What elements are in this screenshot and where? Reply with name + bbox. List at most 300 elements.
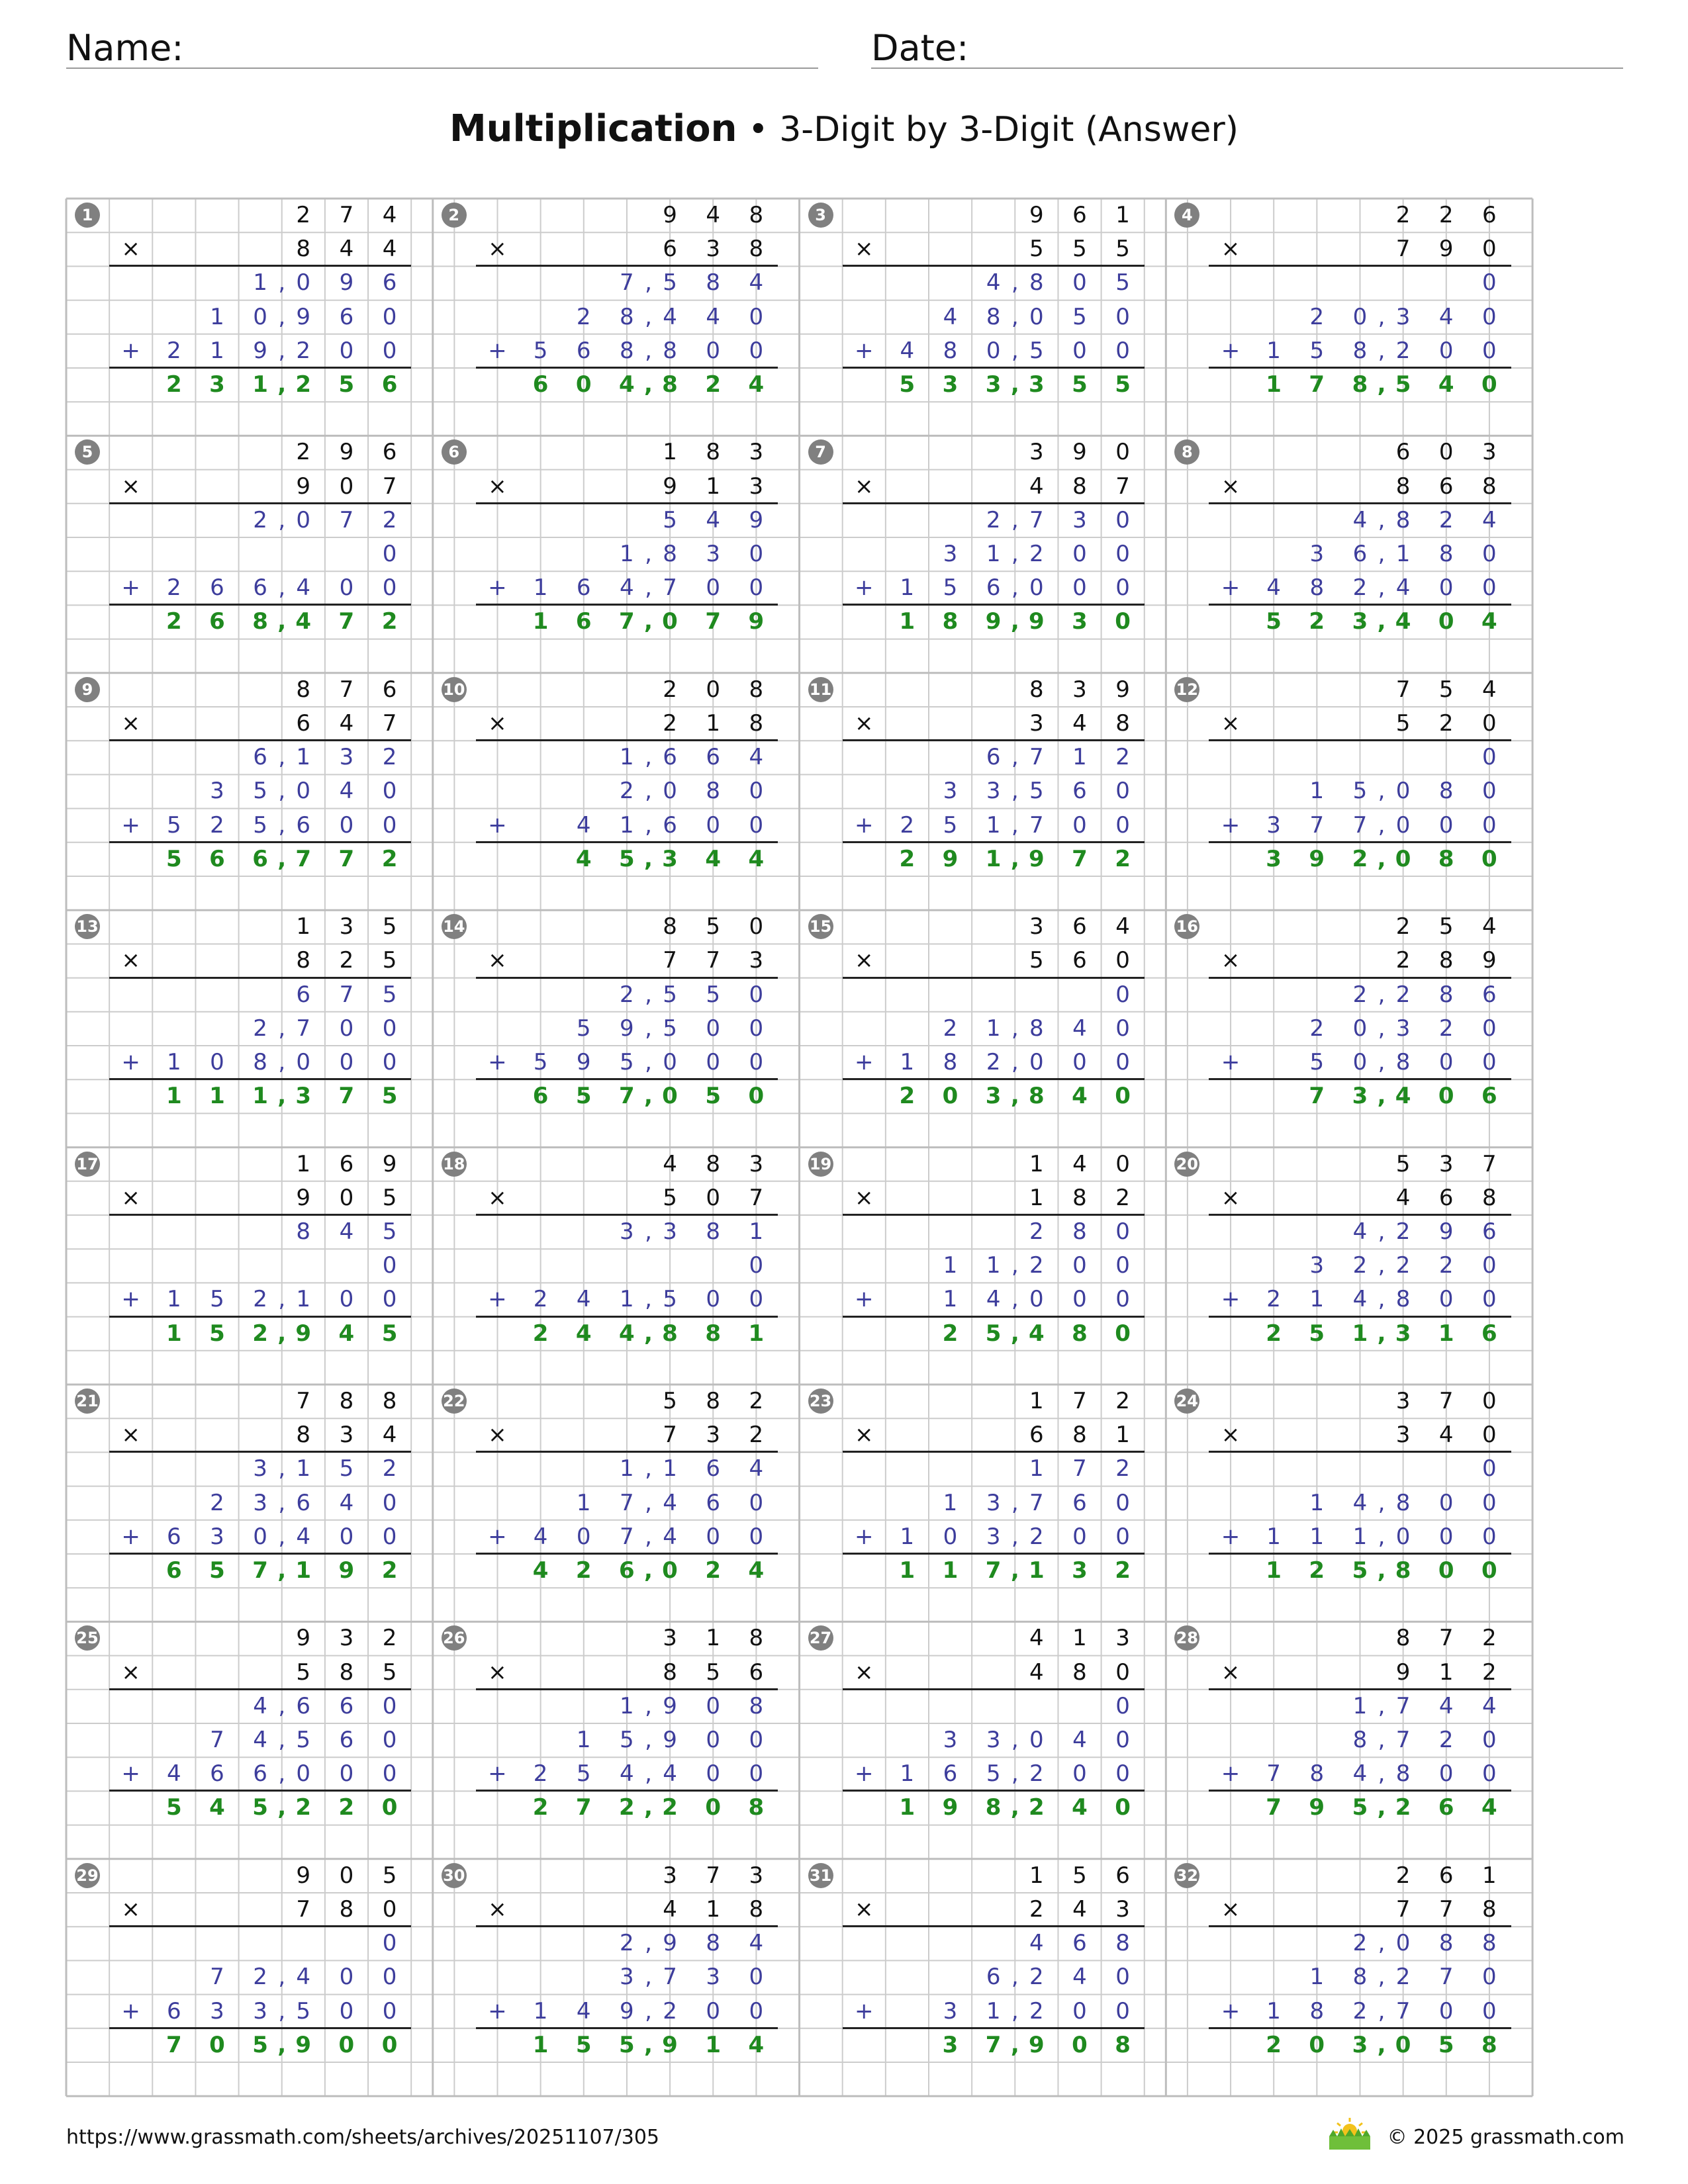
partial-product-digit: 3 [706, 1964, 720, 1991]
partial-product-digit: 4 [1072, 1015, 1087, 1042]
multiplicand-digit: 4 [1115, 913, 1130, 940]
partial-product-digit: 4 [1352, 1218, 1368, 1245]
multiplier-digit: 2 [749, 1422, 764, 1449]
partial-product-digit: 0 [1482, 1015, 1497, 1042]
sum-rule [1209, 1790, 1511, 1792]
answer-digit: 4 [748, 2031, 765, 2058]
answer-digit: 8 [748, 1794, 765, 1821]
partial-product-digit: 0 [1115, 811, 1130, 839]
partial-product-comma: , [1011, 744, 1019, 771]
partial-product-digit: 2 [1029, 1760, 1044, 1788]
partial-product-digit: 4 [339, 1218, 354, 1245]
answer-comma: , [1010, 1083, 1019, 1110]
multiplicand-digit: 4 [1072, 1150, 1087, 1177]
multiplicand-digit: 7 [706, 1862, 720, 1889]
partial-product-digit: 6 [339, 1727, 354, 1753]
multiplicand-digit: 8 [749, 676, 764, 703]
multiplier-digit: 4 [1072, 1896, 1087, 1923]
sum-rule [843, 1316, 1145, 1318]
plus-sign: + [854, 574, 874, 602]
times-sign: × [121, 1422, 140, 1449]
partial-product-digit: 0 [749, 1964, 764, 1991]
multiplier-digit: 5 [382, 1659, 397, 1686]
partial-product-digit: 4 [253, 1727, 267, 1753]
answer-digit: 5 [381, 1083, 398, 1110]
partial-product-digit: 8 [1438, 778, 1454, 805]
partial-product-digit: 5 [1072, 303, 1087, 330]
answer-digit: 5 [252, 1794, 268, 1821]
multiplication-rule [843, 265, 1145, 267]
answer-comma: , [1010, 1794, 1019, 1821]
partial-product-comma: , [1011, 269, 1019, 296]
partial-product-digit: 6 [943, 1760, 958, 1788]
partial-product-comma: , [1011, 1286, 1019, 1313]
partial-product-digit: 4 [296, 1964, 311, 1991]
partial-product-digit: 7 [1352, 811, 1368, 839]
partial-product-digit: 5 [166, 811, 181, 839]
multiplicand-digit: 8 [706, 439, 720, 466]
partial-product-comma: , [645, 811, 652, 839]
multiplier-digit: 8 [1115, 710, 1130, 737]
partial-product-digit: 1 [1309, 1286, 1325, 1313]
partial-product-comma: , [1378, 1286, 1385, 1313]
multiplier-digit: 0 [1115, 1659, 1130, 1686]
partial-product-digit: 7 [1395, 1997, 1411, 2025]
partial-product-digit: 0 [1482, 1760, 1497, 1788]
partial-product-digit: 2 [382, 1455, 397, 1482]
times-sign: × [488, 1422, 507, 1449]
answer-digit: 1 [705, 2031, 721, 2058]
multiplication-rule [1209, 1688, 1511, 1690]
partial-product-digit: 7 [1029, 506, 1044, 533]
partial-product-digit: 4 [749, 1930, 764, 1957]
multiplier-digit: 8 [1072, 1659, 1087, 1686]
plus-sign: + [854, 811, 874, 839]
partial-product-digit: 0 [1438, 1997, 1454, 2025]
answer-digit: 2 [165, 608, 182, 635]
partial-product-digit: 2 [620, 981, 634, 1008]
answer-digit: 4 [619, 1320, 635, 1347]
partial-product-digit: 7 [1029, 811, 1044, 839]
multiplier-digit: 9 [1395, 1659, 1411, 1686]
partial-product-digit: 6 [663, 744, 677, 771]
answer-digit: 7 [619, 608, 635, 635]
partial-product-digit: 8 [706, 269, 720, 296]
partial-product-digit: 6 [166, 1523, 181, 1550]
multiplier-digit: 6 [1029, 1422, 1044, 1449]
partial-product-digit: 4 [1352, 1286, 1368, 1313]
partial-product-comma: , [645, 1455, 652, 1482]
answer-digit: 2 [1309, 1557, 1325, 1584]
title-separator: • [748, 110, 769, 150]
partial-product-digit: 0 [1482, 778, 1497, 805]
answer-digit: 9 [985, 608, 1002, 635]
partial-product-digit: 3 [339, 744, 354, 771]
partial-product-digit: 0 [1029, 1727, 1044, 1753]
partial-product-digit: 4 [1438, 303, 1454, 330]
answer-digit: 9 [662, 2031, 678, 2058]
multiplier-digit: 5 [706, 1659, 720, 1686]
multiplier-digit: 7 [663, 1422, 677, 1449]
partial-product-digit: 7 [1395, 1692, 1411, 1719]
partial-product-digit: 2 [253, 1286, 267, 1313]
sum-rule [843, 1553, 1145, 1555]
partial-product-digit: 6 [1482, 1218, 1497, 1245]
partial-product-comma: , [645, 1964, 652, 1991]
partial-product-digit: 3 [706, 541, 720, 567]
answer-digit: 4 [338, 1320, 355, 1347]
answer-digit: 9 [1028, 2031, 1045, 2058]
problem-number-badge: 5 [75, 439, 100, 465]
answer-digit: 3 [662, 845, 678, 872]
partial-product-digit: 2 [663, 1997, 677, 2025]
answer-digit: 5 [1438, 2031, 1454, 2058]
partial-product-digit: 5 [576, 1015, 591, 1042]
multiplicand-digit: 0 [339, 1862, 354, 1889]
answer-comma: , [1010, 845, 1019, 872]
partial-product-digit: 2 [1266, 1286, 1281, 1313]
problem-number-badge: 16 [1174, 914, 1199, 939]
partial-product-digit: 6 [986, 574, 1001, 602]
answer-digit: 7 [1309, 1083, 1325, 1110]
plus-sign: + [854, 1286, 874, 1313]
multiplier-digit: 0 [339, 1184, 354, 1211]
multiplication-rule [1209, 977, 1511, 979]
multiplicand-digit: 2 [382, 1625, 397, 1652]
partial-product-digit: 3 [253, 1455, 267, 1482]
multiplier-digit: 7 [382, 473, 397, 500]
problem-number-badge: 20 [1174, 1152, 1199, 1177]
partial-product-digit: 0 [253, 1523, 267, 1550]
answer-digit: 4 [748, 845, 765, 872]
sum-rule [843, 1790, 1145, 1792]
problem-number-badge: 31 [808, 1863, 833, 1888]
partial-product-digit: 0 [382, 1049, 397, 1075]
multiplier-digit: 3 [706, 1422, 720, 1449]
partial-product-digit: 7 [620, 1523, 634, 1550]
partial-product-digit: 2 [1029, 1997, 1044, 2025]
answer-comma: , [644, 2031, 653, 2058]
partial-product-digit: 8 [1309, 574, 1325, 602]
multiplier-digit: 2 [1115, 1184, 1130, 1211]
multiplication-rule [843, 1688, 1145, 1690]
partial-product-digit: 8 [1029, 1015, 1044, 1042]
answer-digit: 5 [209, 1320, 225, 1347]
partial-product-digit: 1 [620, 1692, 634, 1719]
multiplicand-digit: 6 [1438, 1862, 1454, 1889]
times-sign: × [854, 1184, 874, 1211]
multiplication-rule [109, 1451, 411, 1453]
sum-rule [476, 2027, 778, 2029]
plus-sign: + [1221, 811, 1241, 839]
answer-comma: , [644, 845, 653, 872]
partial-product-digit: 8 [1352, 337, 1368, 364]
multiplier-digit: 8 [296, 947, 311, 974]
partial-product-digit: 0 [706, 1727, 720, 1753]
multiplier-digit: 4 [1029, 473, 1044, 500]
partial-product-digit: 8 [1395, 1049, 1411, 1075]
partial-product-comma: , [1378, 1692, 1385, 1719]
plus-sign: + [1221, 337, 1241, 364]
partial-product-digit: 8 [749, 1692, 764, 1719]
partial-product-digit: 0 [382, 541, 397, 567]
problem-number-badge: 26 [442, 1625, 467, 1651]
answer-digit: 8 [1395, 1557, 1411, 1584]
partial-product-digit: 8 [1352, 1727, 1368, 1753]
partial-product-digit: 3 [210, 778, 224, 805]
partial-product-digit: 4 [663, 1523, 677, 1550]
partial-product-digit: 4 [1072, 1727, 1087, 1753]
problem-number-badge: 19 [808, 1152, 833, 1177]
partial-product-digit: 3 [253, 1489, 267, 1516]
answer-digit: 3 [942, 2031, 959, 2058]
answer-digit: 4 [1481, 608, 1497, 635]
partial-product-digit: 0 [382, 778, 397, 805]
multiplicand-digit: 3 [339, 1625, 354, 1652]
partial-product-digit: 0 [1115, 1049, 1130, 1075]
partial-product-digit: 3 [663, 1218, 677, 1245]
answer-digit: 5 [165, 845, 182, 872]
partial-product-digit: 3 [253, 1997, 267, 2025]
multiplicand-digit: 1 [1115, 202, 1130, 228]
partial-product-digit: 8 [706, 1218, 720, 1245]
answer-digit: 1 [252, 1083, 268, 1110]
partial-product-digit: 1 [900, 1049, 915, 1075]
multiplicand-digit: 3 [663, 1625, 677, 1652]
multiplicand-digit: 9 [382, 1150, 397, 1177]
times-sign: × [1221, 710, 1241, 737]
partial-product-comma: , [645, 1049, 652, 1075]
partial-product-digit: 0 [706, 1997, 720, 2025]
multiplication-rule [843, 739, 1145, 741]
multiplier-digit: 5 [382, 947, 397, 974]
answer-digit: 1 [532, 2031, 549, 2058]
partial-product-digit: 0 [1482, 269, 1497, 296]
partial-product-digit: 0 [1482, 1997, 1497, 2025]
partial-product-digit: 2 [382, 744, 397, 771]
answer-digit: 5 [619, 2031, 635, 2058]
answer-digit: 1 [942, 1557, 959, 1584]
multiplicand-digit: 1 [663, 439, 677, 466]
answer-comma: , [1010, 2031, 1019, 2058]
answer-comma: , [644, 371, 653, 398]
partial-product-comma: , [645, 778, 652, 805]
partial-product-digit: 4 [663, 1760, 677, 1788]
partial-product-digit: 0 [382, 1692, 397, 1719]
partial-product-comma: , [1011, 1049, 1019, 1075]
answer-digit: 8 [705, 1320, 721, 1347]
multiplicand-digit: 4 [1482, 676, 1497, 703]
multiplier-digit: 8 [749, 236, 764, 263]
partial-product-comma: , [1011, 574, 1019, 602]
partial-product-digit: 5 [663, 1015, 677, 1042]
partial-product-digit: 2 [1352, 1252, 1368, 1279]
partial-product-digit: 8 [620, 337, 634, 364]
partial-product-digit: 0 [749, 1049, 764, 1075]
times-sign: × [854, 236, 874, 263]
partial-product-digit: 0 [1482, 303, 1497, 330]
partial-product-digit: 3 [986, 1523, 1001, 1550]
multiplicand-digit: 3 [663, 1862, 677, 1889]
partial-product-digit: 3 [1266, 811, 1281, 839]
multiplier-digit: 5 [1072, 236, 1087, 263]
partial-product-digit: 2 [1438, 1252, 1454, 1279]
partial-product-digit: 1 [943, 1252, 958, 1279]
multiplier-digit: 3 [706, 236, 720, 263]
partial-product-comma: , [645, 1727, 652, 1753]
multiplicand-digit: 2 [296, 439, 311, 466]
partial-product-digit: 0 [296, 1760, 311, 1788]
partial-product-comma: , [645, 981, 652, 1008]
answer-digit: 8 [1481, 2031, 1497, 2058]
partial-product-digit: 0 [749, 1489, 764, 1516]
problem-number-badge: 8 [1174, 439, 1199, 465]
partial-product-digit: 0 [1115, 1015, 1130, 1042]
multiplier-digit: 8 [339, 1896, 354, 1923]
partial-product-comma: , [645, 574, 652, 602]
answer-digit: 2 [1395, 1794, 1411, 1821]
partial-product-digit: 0 [1115, 778, 1130, 805]
partial-product-digit: 6 [576, 574, 591, 602]
partial-product-comma: , [1378, 1964, 1385, 1991]
answer-digit: 6 [252, 845, 268, 872]
answer-digit: 8 [1028, 1083, 1045, 1110]
multiplier-digit: 8 [1072, 1184, 1087, 1211]
multiplier-digit: 2 [1438, 710, 1454, 737]
partial-product-digit: 0 [1482, 811, 1497, 839]
answer-comma: , [277, 2031, 287, 2058]
multiplier-digit: 7 [296, 1896, 311, 1923]
partial-product-digit: 6 [253, 744, 267, 771]
multiplier-digit: 8 [339, 1659, 354, 1686]
partial-product-digit: 7 [663, 1964, 677, 1991]
multiplicand-digit: 3 [1072, 676, 1087, 703]
partial-product-digit: 1 [900, 574, 915, 602]
partial-product-digit: 7 [1309, 811, 1325, 839]
answer-comma: , [1377, 1083, 1386, 1110]
partial-product-digit: 1 [210, 303, 224, 330]
multiplier-digit: 0 [1482, 236, 1497, 263]
answer-digit: 9 [1309, 1794, 1325, 1821]
partial-product-digit: 2 [1438, 1015, 1454, 1042]
answer-digit: 9 [295, 2031, 312, 2058]
partial-product-comma: , [1378, 506, 1385, 533]
partial-product-digit: 4 [576, 1286, 591, 1313]
partial-product-digit: 3 [210, 1523, 224, 1550]
partial-product-digit: 3 [620, 1218, 634, 1245]
answer-digit: 3 [1028, 371, 1045, 398]
partial-product-digit: 6 [1482, 981, 1497, 1008]
times-sign: × [1221, 236, 1241, 263]
partial-product-digit: 4 [1482, 506, 1497, 533]
times-sign: × [121, 236, 140, 263]
partial-product-digit: 1 [1395, 541, 1411, 567]
answer-digit: 2 [942, 1320, 959, 1347]
multiplicand-digit: 0 [706, 676, 720, 703]
partial-product-digit: 2 [1309, 1015, 1325, 1042]
answer-digit: 2 [662, 1794, 678, 1821]
partial-product-digit: 0 [1438, 1489, 1454, 1516]
partial-product-digit: 0 [706, 1523, 720, 1550]
title-main: Multiplication [449, 107, 737, 150]
partial-product-digit: 0 [749, 1286, 764, 1313]
answer-digit: 6 [381, 371, 398, 398]
answer-digit: 5 [1352, 1794, 1368, 1821]
partial-product-digit: 7 [1072, 1455, 1087, 1482]
partial-product-comma: , [1378, 981, 1385, 1008]
multiplier-digit: 3 [1115, 1896, 1130, 1923]
answer-digit: 2 [1115, 1557, 1131, 1584]
partial-product-comma: , [1378, 1015, 1385, 1042]
partial-product-digit: 8 [1395, 506, 1411, 533]
answer-comma: , [1377, 1320, 1386, 1347]
partial-product-digit: 0 [1482, 1455, 1497, 1482]
partial-product-digit: 0 [382, 1015, 397, 1042]
partial-product-digit: 6 [210, 574, 224, 602]
partial-product-digit: 0 [1482, 574, 1497, 602]
multiplier-digit: 4 [339, 236, 354, 263]
multiplier-digit: 8 [1482, 473, 1497, 500]
multiplier-digit: 7 [1115, 473, 1130, 500]
multiplier-digit: 6 [1072, 947, 1087, 974]
multiplier-digit: 8 [663, 1659, 677, 1686]
multiplication-rule [843, 977, 1145, 979]
partial-product-digit: 1 [296, 744, 311, 771]
multiplicand-digit: 8 [663, 913, 677, 940]
partial-product-digit: 0 [706, 574, 720, 602]
multiplicand-digit: 6 [1395, 439, 1411, 466]
sum-rule [476, 367, 778, 369]
partial-product-digit: 0 [253, 303, 267, 330]
partial-product-digit: 6 [706, 744, 720, 771]
answer-digit: 2 [532, 1320, 549, 1347]
partial-product-comma: , [1378, 337, 1385, 364]
times-sign: × [121, 1184, 140, 1211]
partial-product-digit: 0 [296, 1049, 311, 1075]
partial-product-digit: 0 [1352, 1049, 1368, 1075]
multiplicand-digit: 7 [1482, 1150, 1497, 1177]
answer-comma: , [1377, 1557, 1386, 1584]
partial-product-digit: 3 [1395, 303, 1411, 330]
answer-digit: 4 [1028, 1320, 1045, 1347]
answer-comma: , [644, 1794, 653, 1821]
partial-product-digit: 6 [296, 1692, 311, 1719]
answer-digit: 7 [985, 1557, 1002, 1584]
partial-product-digit: 6 [663, 811, 677, 839]
multiplier-digit: 8 [296, 236, 311, 263]
partial-product-digit: 2 [620, 778, 634, 805]
partial-product-digit: 0 [706, 1286, 720, 1313]
partial-product-digit: 9 [663, 1727, 677, 1753]
partial-product-digit: 2 [1029, 1964, 1044, 1991]
partial-product-digit: 1 [210, 337, 224, 364]
multiplicand-digit: 7 [296, 1388, 311, 1414]
partial-product-digit: 1 [620, 1455, 634, 1482]
partial-product-comma: , [278, 1523, 286, 1550]
answer-comma: , [1377, 371, 1386, 398]
multiplicand-digit: 2 [1395, 202, 1411, 228]
answer-comma: , [644, 608, 653, 635]
answer-digit: 0 [748, 1083, 765, 1110]
plus-sign: + [121, 1760, 140, 1788]
problem-number-badge: 14 [442, 914, 467, 939]
multiplier-digit: 3 [749, 947, 764, 974]
partial-product-comma: , [1011, 303, 1019, 330]
multiplier-digit: 9 [1438, 236, 1454, 263]
answer-digit: 0 [1395, 845, 1411, 872]
answer-digit: 4 [1438, 371, 1454, 398]
partial-product-digit: 8 [253, 1049, 267, 1075]
